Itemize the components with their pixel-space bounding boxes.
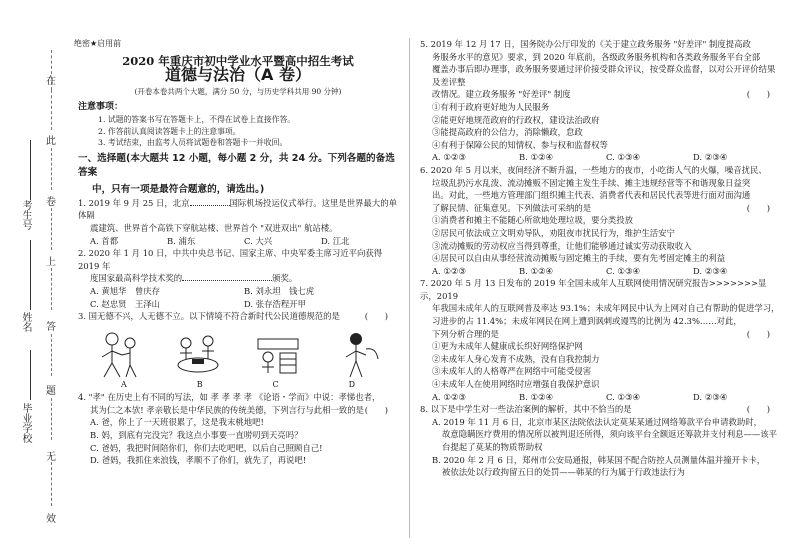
statement: ④有利于保障公民的知情权、参与权和监督权等 (432, 139, 608, 150)
label-name: 姓名 (20, 312, 31, 332)
cut-line (51, 208, 52, 250)
statement: ②未成年人身心发育不成熟，没有自我控制力 (432, 353, 600, 364)
option[interactable]: B. ①②④ (519, 265, 554, 276)
q4-text: 其为仁之本欤! 孝亲敬长是中华民族的传统美德，下列言行与此相一致的是 (90, 404, 365, 415)
option[interactable]: C. 爸妈，我把时间陪你们，你们去吃吧吧，以后自己照顾自己! (90, 442, 323, 453)
note-item: 2. 作答前认真阅读答题卡上的注意事项。 (98, 126, 241, 136)
q6-options (420, 265, 780, 278)
strip-char: 在 (46, 76, 56, 87)
answer-parens: ( ) (746, 404, 770, 415)
q2-line2 (78, 272, 398, 285)
strip-char: 题 (46, 386, 56, 397)
q8-text: 8. 以下是中学生对一些法治案例的解析，其中不恰当的是 (420, 404, 632, 415)
note-item: 3. 考试结束，由监考人员将试题卷和答题卡一并收回。 (98, 138, 288, 148)
answer-parens: ( ) (364, 404, 388, 415)
statement: ③能提高政府的公信力，消除懒政，怠政 (432, 127, 583, 138)
option[interactable]: D. ②③④ (693, 152, 728, 163)
section-heading: 一、选择题(本大题共 12 小题，每小题 2 分，共 24 分。下列各题的备选答案 (78, 152, 395, 178)
option[interactable]: A. ①②③ (432, 265, 466, 276)
option[interactable]: A. ①②③ (432, 391, 466, 402)
strip-char: 效 (46, 514, 56, 525)
q2-text: 度国家最高科学技术奖的 (90, 273, 183, 284)
q5-options (420, 151, 780, 164)
q6-line1: 6. 2020 年 5 月以来，夜间经济不断升温，一些地方的夜市，小吃街人气的火爆，噪音扰民、 (420, 164, 767, 175)
q1-text-cont: 国际机场投运仪式举行。这里是世界最大的单体隔 (78, 197, 398, 221)
question-1 (78, 197, 398, 222)
q1-options (78, 235, 398, 248)
option-cont: 被依法处以行政拘留五日的处罚——韩某的行为属于行政违法行为 (442, 467, 685, 478)
statement: ①消费者和摊主不能随心所欲地处理垃圾，要分类投放 (432, 215, 633, 226)
option[interactable]: D. ②③④ (693, 391, 728, 402)
option[interactable]: A. ①②③ (432, 152, 466, 163)
strip-char: 答 (46, 322, 56, 333)
option[interactable]: B. ①②④ (519, 152, 554, 163)
q6-text: 了解民情、征集意见。下列做法可采纳的是 (432, 202, 592, 213)
q7-line1: 7. 2020 年 5 月 13 日发布的 2019 年全国未成年人互联网使用情况研究报告>>>>>>>显示，2019 (420, 278, 767, 301)
q7-line4 (420, 328, 780, 341)
strip-char: 此 (46, 136, 56, 147)
q3-text: 3. 国无德不兴，人无德不立。以下情境不符合新时代公民道德规范的是 (78, 311, 340, 322)
binding-strip (0, 0, 60, 560)
statement: ①有利于政府更好地为人民服务 (432, 101, 550, 112)
strip-char: 无 (46, 452, 56, 463)
blank-line (30, 350, 31, 400)
option-cont: 故意隐瞒医疗费用的情况所以被判退还所得，须向该平台全额返还筹款并支付利息——该平 (442, 429, 777, 440)
option[interactable]: B. 刘永坦 钱七虎 (244, 285, 315, 296)
cut-line (51, 268, 52, 310)
answer-blank (190, 205, 230, 206)
statement: ②居民可依法成立文明劝导队，劝阻夜市扰民行为，维护生活安宁 (432, 227, 675, 238)
option[interactable]: C. ①③④ (606, 152, 640, 163)
strip-char: 上 (46, 257, 56, 268)
answer-parens: ( ) (746, 202, 770, 213)
q6-line4 (420, 202, 780, 215)
illustration-d (334, 329, 382, 379)
option[interactable]: B. 2020 年 2 月 6 日，郑州市公安局通报，韩某国不配合防控人员测量体温并撞开卡卡， (432, 454, 766, 465)
left-column (74, 38, 398, 467)
blank-line (30, 240, 31, 310)
q2-text-cont: 颁奖。 (272, 273, 298, 284)
section-heading-cont: 中，只有一项是最符合题意的，请选出。) (92, 183, 265, 195)
q3-line1 (78, 310, 398, 323)
q6-line3: 出。对此，一些地方管理部门组织摊主代表、消费者代表和居民代表等进行面对面沟通 (432, 190, 751, 201)
option[interactable]: D. 爸妈，我抓住来浪钱，孝顺不了你们，就先了，再说吧! (90, 455, 307, 466)
answer-blank (182, 280, 272, 281)
statement: ③未成年人的人格尊严在网络中可能受侵害 (432, 366, 592, 377)
q4-line2 (78, 404, 398, 417)
option[interactable]: C. 大兴 (244, 235, 273, 246)
illustration-b (174, 329, 222, 379)
cut-line (51, 148, 52, 190)
label-exam-number: 考生号 (20, 200, 31, 230)
blank-line (30, 140, 31, 200)
q5-line3: 覆盖办事后即办理事，政务服务要通过评价接受群众评议，按受群众监督，以对公开评价结果及差评整 (432, 64, 776, 87)
note-item: 1. 试题的答案书写在答题卡上，不得在试卷上直接作答。 (98, 114, 296, 124)
option[interactable]: C. ①③④ (606, 391, 640, 402)
q3-illustrations (78, 325, 398, 379)
q7-options (420, 391, 780, 404)
cut-line (51, 462, 52, 506)
option[interactable]: C. 赵忠贤 王泽山 (90, 298, 161, 309)
statement: ③流动摊贩的劳动权应当得到尊重，让他们能够通过诚实劳动获取收入 (432, 240, 692, 251)
option[interactable]: B. ①②④ (519, 391, 554, 402)
q2-options-row1 (78, 285, 398, 298)
answer-parens: ( ) (364, 311, 388, 322)
option[interactable]: B. 妈，到底有完没完？我这点小事要一直唠叨到天亮吗？ (90, 430, 303, 441)
q1-text: 1. 2019 年 9 月 25 日，北京 (78, 197, 190, 208)
cut-line (51, 90, 52, 130)
q7-line2: 年我国未成年人的互联网普及率达 93.1%；未成年网民中认为上网对自己有帮助的促进学习， (432, 303, 780, 314)
cut-line (51, 334, 52, 376)
cut-line (51, 398, 52, 440)
q7-text: 下列分析合理的是 (432, 328, 499, 339)
illustration-a (94, 329, 142, 379)
secret-mark: 绝密★启用前 (74, 39, 122, 48)
option[interactable]: A. 爸，你上了一天班很累了，这是我末桃地吧! (90, 417, 264, 428)
q5-line4 (420, 88, 780, 101)
option[interactable]: A (120, 379, 127, 389)
option[interactable]: D. ②③④ (693, 265, 728, 276)
label-school: 毕业学校 (20, 403, 31, 443)
subject-title: 道德与法治（A 卷） (165, 65, 311, 85)
illustration-c (254, 329, 302, 379)
option[interactable]: A. 首都 (90, 235, 119, 246)
q5-line2: 务服务水平的意见》要求，到 2020 年底前，各级政务服务机构和各类政务服务平台全部 (432, 51, 761, 62)
option[interactable]: A. 2019 年 11 月 6 日，北京市某区法院依法认定莫某某通过网络筹款平台申请救助时， (432, 416, 762, 427)
statement: ②能更好地规范政府的行政权，建设法治政府 (432, 114, 600, 125)
statement: ④居民可以自由从事经营流动摊贩与固定摊主的手续，要有先考固定摊主的利益 (432, 253, 726, 264)
statement: ④未成年人在使用网络时应增强自我保护意识 (432, 379, 600, 390)
q2-options-row2 (78, 298, 398, 311)
exam-title: 2020 年重庆市初中学业水平暨高中招生考试 (122, 53, 354, 68)
notes-heading: 注意事项： (78, 102, 124, 113)
q3-illustration-labels (78, 379, 398, 392)
q1-line2: 震建筑、世界首个高铁下穿航站楼、世界首个 "双进双出" 航站楼。 (90, 222, 338, 233)
answer-parens: ( ) (746, 328, 770, 339)
answer-parens: ( ) (746, 89, 770, 100)
q8-line1 (420, 403, 780, 416)
option[interactable]: D (348, 379, 355, 389)
option[interactable]: A. 黄旭华 曾庆存 (90, 285, 160, 296)
option[interactable]: D. 江北 (321, 235, 350, 246)
option[interactable]: B (196, 379, 203, 389)
exam-note: (开卷本卷共两个大题，满分 50 分，与历史学科共用 90 分钟) (134, 86, 342, 96)
q6-line2: 垃圾乱扔污水乱泼、流动摊贩不固定摊主发生手续、摊主违规经营等不和谐现象日益突 (432, 177, 751, 188)
q2-line1: 2. 2020 年 1 月 10 日，中共中央总书记、国家主席、中央军委主席习近平向获得 2019 年 (78, 248, 383, 271)
q4-line1: 4. "孝" 在历史上有不同的写法，如 孝 孝 孝 孝 《论语・学而》中说：孝悌也者， (78, 392, 381, 403)
strip-char: 卷 (46, 197, 56, 208)
option[interactable]: C (272, 379, 279, 389)
option[interactable]: D. 张存浩程开甲 (244, 298, 306, 309)
right-column (420, 38, 780, 479)
q7-line3: 习进步的占 11.4%；未成年网民在网上遭到讽刺或谩骂的比例为 42.3%……对此， (432, 316, 742, 327)
option[interactable]: B. 浦东 (167, 235, 196, 246)
option-cont: 台提起了莫某的物质帮助权 (442, 442, 543, 452)
option[interactable]: C. ①③④ (606, 265, 640, 276)
column-divider (409, 38, 410, 538)
q5-line1: 5. 2019 年 12 月 17 日，国务院办公厅印发的《关于建立政务服务 "好差评" 制度提高政 (420, 39, 751, 49)
q5-text: 改情况。建立政务服务 "好差评" 制度 (432, 89, 571, 100)
statement: ①更为未成年人健康成长织好网络保护网 (432, 341, 583, 352)
